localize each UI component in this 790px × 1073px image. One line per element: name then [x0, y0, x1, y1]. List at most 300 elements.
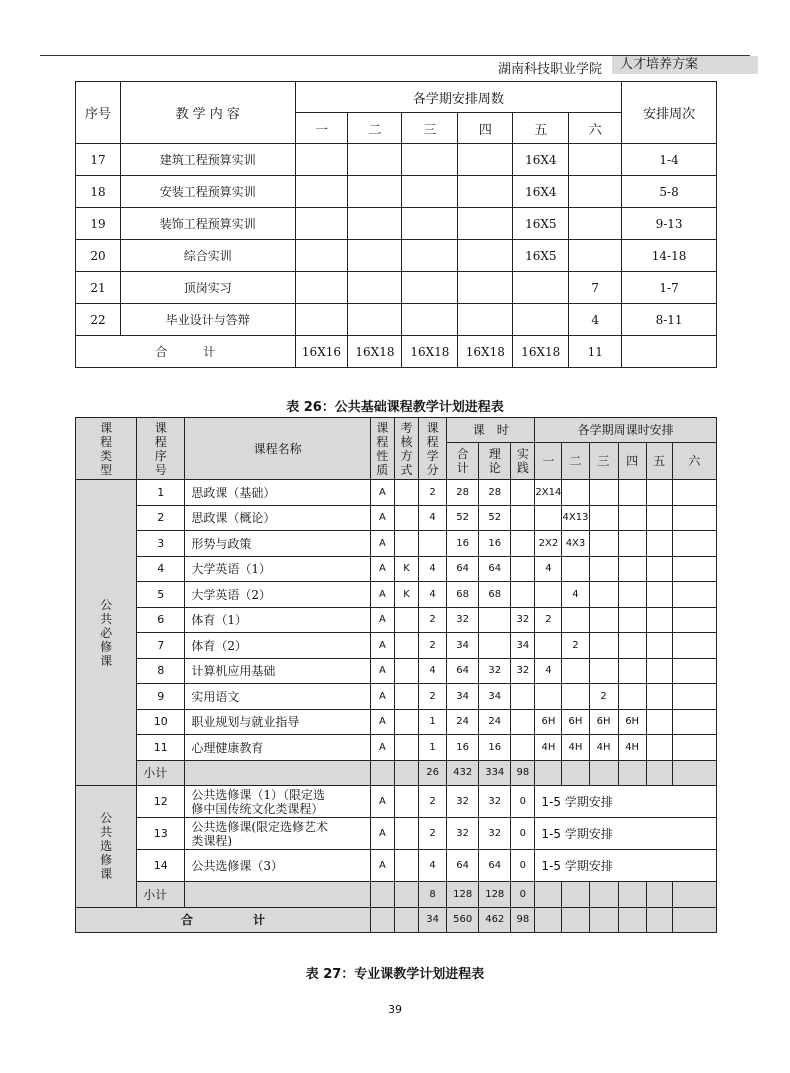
table-cell	[646, 882, 672, 908]
table-cell	[618, 760, 646, 786]
table-cell	[589, 556, 618, 582]
table-cell	[458, 304, 513, 336]
table-cell	[589, 531, 618, 557]
table-cell: 32	[447, 818, 479, 850]
table-cell	[618, 658, 646, 684]
table-cell: A	[370, 658, 394, 684]
table-cell: 14-18	[622, 240, 717, 272]
table-row	[76, 607, 717, 633]
table-cell: A	[370, 786, 394, 818]
table-cell	[672, 684, 716, 710]
table-cell: 32	[447, 607, 479, 633]
table-cell: 16X5	[513, 240, 569, 272]
table-cell: K	[394, 582, 418, 608]
subtotal-row	[76, 760, 717, 786]
table-cell: 3	[137, 531, 185, 557]
table-cell	[511, 684, 535, 710]
table-cell	[562, 684, 589, 710]
table-cell: 16X4	[513, 144, 569, 176]
table-cell: 32	[479, 818, 511, 850]
table-cell: 1-5 学期安排	[535, 850, 717, 882]
table-row	[76, 786, 717, 818]
table-cell: 职业规划与就业指导	[185, 709, 371, 735]
table-cell	[646, 556, 672, 582]
table-cell	[185, 786, 371, 818]
table-cell: 4H	[618, 735, 646, 761]
col-header-semester: 各学期周课时安排	[535, 418, 717, 443]
table-cell: 6H	[562, 709, 589, 735]
table-cell: 32	[511, 607, 535, 633]
table-cell: A	[370, 735, 394, 761]
table-cell	[646, 907, 672, 933]
table-cell	[394, 786, 418, 818]
table-cell	[348, 144, 402, 176]
table-row	[76, 531, 717, 557]
table-cell: 11	[137, 735, 185, 761]
table-cell: 34	[419, 907, 447, 933]
col-header-content: 教 学 内 容	[120, 82, 295, 144]
table-cell: 2X14	[535, 480, 562, 506]
table-cell	[511, 582, 535, 608]
col-header-nature: 课 程 性 质	[370, 418, 394, 480]
table-cell	[535, 582, 562, 608]
table-cell	[562, 882, 589, 908]
table-cell	[295, 240, 348, 272]
table-cell: 1	[419, 735, 447, 761]
table-row	[76, 735, 717, 761]
table-cell: 2	[419, 818, 447, 850]
table-cell	[672, 709, 716, 735]
table-cell: 16	[479, 531, 511, 557]
table-cell: 2	[137, 505, 185, 531]
table-cell: 大学英语（1）	[185, 556, 371, 582]
table-cell: 合 计	[447, 443, 479, 480]
table-cell: 1	[419, 709, 447, 735]
table-cell: 334	[479, 760, 511, 786]
table-cell: 8-11	[622, 304, 717, 336]
table-cell: 68	[447, 582, 479, 608]
subtotal-row	[76, 882, 717, 908]
table-cell: 0	[511, 882, 535, 908]
table-cell	[458, 144, 513, 176]
table-cell: 22	[76, 304, 121, 336]
table-cell: 12	[137, 786, 185, 818]
table-cell: A	[370, 684, 394, 710]
table-cell: A	[370, 531, 394, 557]
course-name-line: 公共选修课（1）（限定选	[191, 787, 325, 802]
table-cell: 4	[569, 304, 622, 336]
table-cell	[394, 658, 418, 684]
table-cell	[394, 760, 418, 786]
table-cell: 5	[137, 582, 185, 608]
table-cell: 小计	[137, 882, 185, 908]
table27-title: 表 27：专业课教学计划进程表	[305, 967, 485, 982]
table-cell	[646, 684, 672, 710]
table-cell: 四	[618, 443, 646, 480]
table-cell	[589, 582, 618, 608]
table-cell	[646, 709, 672, 735]
table-cell	[672, 760, 716, 786]
table-cell	[646, 633, 672, 659]
table26-title: 表 26：公共基础课程教学计划进程表	[286, 400, 504, 415]
table-cell: 34	[447, 633, 479, 659]
table-cell: 10	[137, 709, 185, 735]
table-cell: A	[370, 709, 394, 735]
table-row	[76, 272, 717, 304]
table-cell: A	[370, 480, 394, 506]
table-cell	[562, 907, 589, 933]
table-cell	[672, 633, 716, 659]
table-cell: 0	[511, 850, 535, 882]
table-cell: 0	[511, 818, 535, 850]
table-row	[76, 556, 717, 582]
table-cell: 6H	[589, 709, 618, 735]
table-cell: A	[370, 850, 394, 882]
table-row	[76, 240, 717, 272]
course-name-line: 公共选修课（3）	[191, 858, 283, 873]
table-cell	[511, 531, 535, 557]
table-cell: 432	[447, 760, 479, 786]
table-cell	[394, 684, 418, 710]
table-cell: 六	[569, 113, 622, 144]
table-cell	[535, 907, 562, 933]
table-cell: 4	[419, 556, 447, 582]
table-cell: 7	[569, 272, 622, 304]
table-cell	[348, 304, 402, 336]
table-cell: 小计	[137, 760, 185, 786]
table-cell: 1	[137, 480, 185, 506]
table-cell: 98	[511, 760, 535, 786]
table-cell	[394, 850, 418, 882]
table-cell	[458, 272, 513, 304]
table-cell	[618, 582, 646, 608]
table-row	[76, 658, 717, 684]
table-cell: 4	[562, 582, 589, 608]
table-cell	[569, 240, 622, 272]
table-cell	[618, 633, 646, 659]
table-cell: 16X5	[513, 208, 569, 240]
table-cell: 128	[479, 882, 511, 908]
table-cell: 52	[447, 505, 479, 531]
table-cell: 16	[447, 531, 479, 557]
table-cell: 2	[419, 684, 447, 710]
table-cell	[646, 607, 672, 633]
table-cell	[394, 633, 418, 659]
table-row	[76, 176, 717, 208]
table-cell: 毕业设计与答辩	[120, 304, 295, 336]
table-cell	[394, 607, 418, 633]
table-cell: A	[370, 633, 394, 659]
table-cell: 128	[447, 882, 479, 908]
table-cell: 462	[479, 907, 511, 933]
table-cell: 32	[479, 786, 511, 818]
table-cell: 安装工程预算实训	[120, 176, 295, 208]
col-header-weeks: 各学期安排周数	[295, 82, 622, 113]
table-cell: 1-4	[622, 144, 717, 176]
table-cell: 4H	[562, 735, 589, 761]
table-cell	[394, 735, 418, 761]
col-header-schedule: 安排周次	[622, 82, 717, 144]
table-cell: 16X18	[458, 336, 513, 368]
table-cell	[394, 818, 418, 850]
table-cell	[646, 760, 672, 786]
table-cell	[569, 176, 622, 208]
table-row	[76, 633, 717, 659]
table-cell: A	[370, 556, 394, 582]
table-cell	[622, 336, 717, 368]
table-cell	[562, 556, 589, 582]
table-cell: 公 共 选 修 课	[76, 786, 137, 908]
table-cell: 64	[447, 658, 479, 684]
table-cell	[402, 144, 458, 176]
table-cell: 24	[447, 709, 479, 735]
table-cell	[348, 176, 402, 208]
table-cell: 合 计	[76, 336, 296, 368]
table-cell: 4X13	[562, 505, 589, 531]
table-cell: 8	[419, 882, 447, 908]
table-row	[76, 818, 717, 850]
col-header-no: 序号	[76, 82, 121, 144]
table-cell	[672, 907, 716, 933]
table-row	[76, 480, 717, 506]
table-cell: 9	[137, 684, 185, 710]
table-row	[76, 684, 717, 710]
table-cell: 11	[569, 336, 622, 368]
table-cell: A	[370, 607, 394, 633]
table-cell: 体育（2）	[185, 633, 371, 659]
table-cell: 4	[419, 582, 447, 608]
table-cell: 2	[419, 480, 447, 506]
table-cell	[618, 907, 646, 933]
table-cell	[394, 505, 418, 531]
table-cell	[370, 760, 394, 786]
table-cell: 四	[458, 113, 513, 144]
table-row	[76, 505, 717, 531]
table-cell: 28	[479, 480, 511, 506]
table-cell	[569, 144, 622, 176]
table-cell: 形势与政策	[185, 531, 371, 557]
table-cell	[348, 272, 402, 304]
table-cell	[535, 684, 562, 710]
table-cell	[402, 208, 458, 240]
table-cell: 实用语文	[185, 684, 371, 710]
table-cell	[458, 176, 513, 208]
table-cell	[295, 144, 348, 176]
table-cell: K	[394, 556, 418, 582]
table-cell	[535, 633, 562, 659]
table-cell: 0	[511, 786, 535, 818]
table-cell	[295, 176, 348, 208]
table-cell: 4	[419, 505, 447, 531]
table-cell: 52	[479, 505, 511, 531]
table-cell: 2	[419, 607, 447, 633]
table-cell	[479, 607, 511, 633]
table-cell: 14	[137, 850, 185, 882]
table-cell: 64	[447, 850, 479, 882]
table-cell: A	[370, 505, 394, 531]
table-cell: 2	[562, 633, 589, 659]
table-cell: 21	[76, 272, 121, 304]
table-cell	[348, 208, 402, 240]
table-cell	[646, 658, 672, 684]
table-cell: A	[370, 582, 394, 608]
table-cell	[535, 505, 562, 531]
table-cell: 13	[137, 818, 185, 850]
table-cell: 三	[402, 113, 458, 144]
table-cell: 4	[419, 850, 447, 882]
table-cell	[370, 907, 394, 933]
course-name-line: 修中国传统文化类课程）	[191, 801, 324, 816]
table-cell: 64	[447, 556, 479, 582]
table-row	[76, 850, 717, 882]
table-cell: 32	[511, 658, 535, 684]
table-cell	[295, 304, 348, 336]
table-cell: 顶岗实习	[120, 272, 295, 304]
table-cell: 建筑工程预算实训	[120, 144, 295, 176]
table-cell: 4	[419, 658, 447, 684]
table-cell	[511, 709, 535, 735]
table-row	[76, 709, 717, 735]
table-cell: 4	[137, 556, 185, 582]
table-cell: 16X18	[402, 336, 458, 368]
table-cell: 18	[76, 176, 121, 208]
table-cell: 1-5 学期安排	[535, 786, 717, 818]
table-cell	[646, 531, 672, 557]
table-cell: 32	[447, 786, 479, 818]
table-cell	[646, 735, 672, 761]
table-cell	[569, 208, 622, 240]
table-cell	[185, 882, 371, 908]
table-row	[76, 144, 717, 176]
table-cell	[646, 505, 672, 531]
table-cell	[458, 208, 513, 240]
table-cell: 34	[479, 684, 511, 710]
col-header-credit: 课 程 学 分	[419, 418, 447, 480]
table-cell	[618, 684, 646, 710]
table-cell: 公 共 必 修 课	[76, 480, 137, 786]
table-cell: 16	[447, 735, 479, 761]
course-name-line: 公共选修课(限定选修艺术	[191, 819, 329, 834]
table-row	[76, 304, 717, 336]
course-name-line: 类课程)	[191, 833, 233, 848]
table-cell	[394, 882, 418, 908]
table-cell	[394, 709, 418, 735]
table-cell	[672, 607, 716, 633]
table-cell: 思政课（基础）	[185, 480, 371, 506]
table-cell: 19	[76, 208, 121, 240]
table-cell	[295, 208, 348, 240]
table-cell	[589, 633, 618, 659]
table-cell	[646, 480, 672, 506]
table-cell	[589, 607, 618, 633]
table-cell: 4X3	[562, 531, 589, 557]
total-row	[76, 907, 717, 933]
table-cell	[511, 505, 535, 531]
table-cell: 64	[479, 556, 511, 582]
table-cell	[618, 882, 646, 908]
table-cell: 2X2	[535, 531, 562, 557]
table-cell	[535, 882, 562, 908]
table-cell: 4	[535, 658, 562, 684]
table-cell	[419, 531, 447, 557]
table-cell: 六	[672, 443, 716, 480]
table-cell: 装饰工程预算实训	[120, 208, 295, 240]
table-cell	[370, 882, 394, 908]
table-cell: 1-7	[622, 272, 717, 304]
table-cell: 64	[479, 850, 511, 882]
table-cell	[618, 556, 646, 582]
table-cell: 28	[447, 480, 479, 506]
table-cell: 5-8	[622, 176, 717, 208]
col-header-type: 课 程 类 型	[76, 418, 137, 480]
table-cell	[185, 850, 371, 882]
table-cell: 2	[419, 786, 447, 818]
table-cell: 二	[348, 113, 402, 144]
table-cell: A	[370, 818, 394, 850]
table-cell: 五	[513, 113, 569, 144]
table-cell	[394, 907, 418, 933]
table-cell: 16X16	[295, 336, 348, 368]
table-cell	[511, 556, 535, 582]
table-cell: 4H	[535, 735, 562, 761]
table-cell: 32	[479, 658, 511, 684]
table-cell	[402, 304, 458, 336]
table-cell: 7	[137, 633, 185, 659]
table-cell	[618, 531, 646, 557]
table-cell: 体育（1）	[185, 607, 371, 633]
table-cell: 98	[511, 907, 535, 933]
table-cell: 6	[137, 607, 185, 633]
table-cell	[394, 531, 418, 557]
table-cell: 68	[479, 582, 511, 608]
table-cell: 大学英语（2）	[185, 582, 371, 608]
table-cell: 一	[535, 443, 562, 480]
table-cell	[672, 480, 716, 506]
table-cell	[672, 735, 716, 761]
document-name: 人才培养方案	[612, 56, 758, 74]
table-cell: 6H	[618, 709, 646, 735]
table-cell: 2	[589, 684, 618, 710]
table-cell	[618, 505, 646, 531]
table-cell	[589, 907, 618, 933]
table-cell: 16X4	[513, 176, 569, 208]
col-header-seq: 课 程 序 号	[137, 418, 185, 480]
table-cell	[402, 240, 458, 272]
table-cell: 34	[447, 684, 479, 710]
table-cell: 思政课（概论）	[185, 505, 371, 531]
table-cell	[672, 531, 716, 557]
table-cell	[513, 272, 569, 304]
table-cell	[562, 480, 589, 506]
table-cell	[562, 658, 589, 684]
table-cell: 五	[646, 443, 672, 480]
table-cell: 实 践	[511, 443, 535, 480]
table-cell	[589, 480, 618, 506]
table-cell	[562, 607, 589, 633]
table-cell: 6H	[535, 709, 562, 735]
table-cell	[618, 480, 646, 506]
table-cell	[562, 760, 589, 786]
table-cell: 26	[419, 760, 447, 786]
table-cell	[394, 480, 418, 506]
table-cell: 计算机应用基础	[185, 658, 371, 684]
table-cell	[589, 760, 618, 786]
table-cell	[348, 240, 402, 272]
table-cell	[672, 658, 716, 684]
total-row	[76, 336, 717, 368]
public-course-table	[75, 417, 717, 933]
table-cell	[511, 480, 535, 506]
